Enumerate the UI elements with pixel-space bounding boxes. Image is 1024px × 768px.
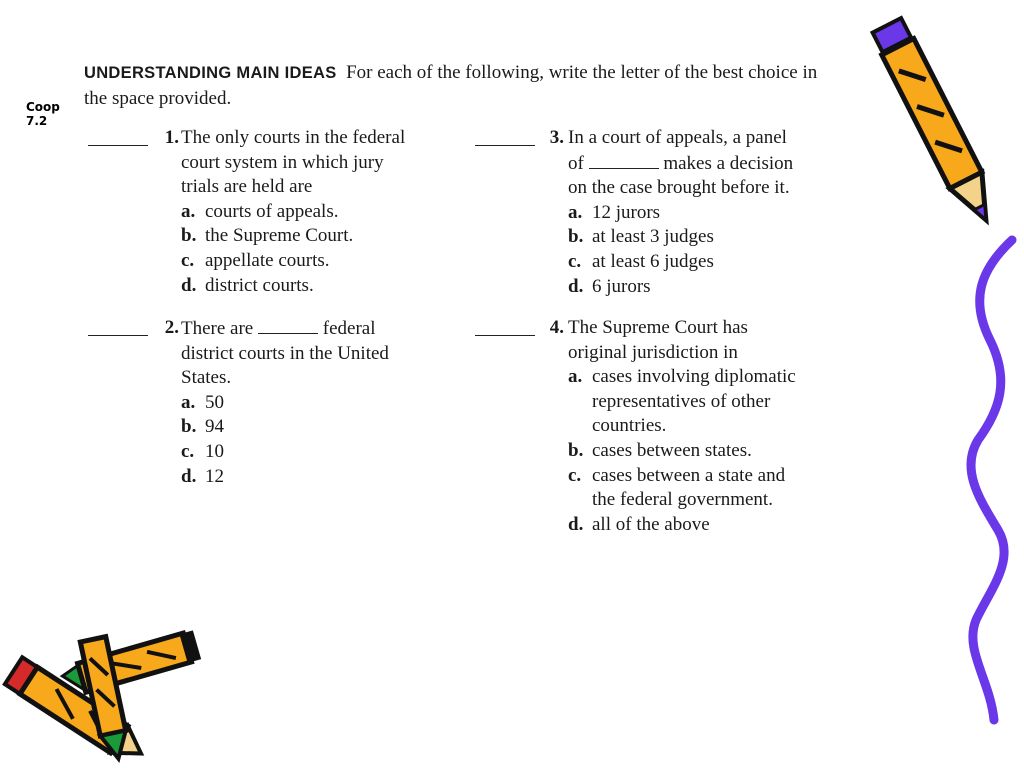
worksheet-heading: [84, 60, 824, 111]
answer-blank-4[interactable]: [475, 335, 535, 336]
answer-option-a: a. 50: [181, 391, 224, 413]
answer-option-b: b. the Supreme Court.: [181, 225, 354, 247]
heading-instructions: For each of the following, write the letter of the best choice in the space provided.: [84, 62, 818, 109]
fill-in-blank[interactable]: [589, 151, 659, 169]
slide-label: [26, 100, 60, 128]
answer-option-a: a. 12 jurors: [568, 201, 661, 223]
answer-option-b: b. at least 3 judges: [568, 226, 714, 248]
answer-option-d: d. 12: [181, 465, 224, 487]
question-stem-line: The only courts in the federal: [181, 127, 406, 148]
answer-blank-2[interactable]: [88, 335, 148, 336]
answer-option-d: d. 6 jurors: [568, 275, 651, 297]
question-number: 2.: [164, 317, 179, 338]
answer-option-a: a. courts of appeals.: [181, 200, 339, 222]
question-number: 3.: [549, 127, 564, 148]
answer-blank-3[interactable]: [475, 145, 535, 146]
question-stem-line: district courts in the United: [181, 342, 389, 364]
answer-option-c: c. at least 6 judges: [568, 250, 714, 272]
question-stem-line: The Supreme Court has: [568, 317, 748, 338]
answer-blank-1[interactable]: [88, 145, 148, 146]
crossed-pencils-icon: [0, 615, 210, 765]
answer-option-c: c. 10: [181, 440, 224, 462]
answer-option-b: b. cases between states.: [568, 439, 752, 461]
squiggle-border: [960, 230, 1024, 730]
answer-option-d: d. all of the above: [568, 513, 710, 535]
heading-title: UNDERSTANDING MAIN IDEAS: [84, 64, 337, 82]
slide-label-line-1: Coop: [26, 100, 60, 114]
answer-option-c: c. appellate courts.: [181, 249, 330, 271]
question-stem-line: of makes a decision: [568, 152, 794, 174]
question-stem-line: In a court of appeals, a panel: [568, 127, 787, 148]
slide-label-line-2: 7.2: [26, 114, 48, 128]
question-stem-line: original jurisdiction in: [568, 341, 738, 363]
answer-option-c: c. cases between a state and the federal government.: [568, 464, 786, 511]
question-number: 4.: [549, 317, 564, 338]
question-text: [568, 316, 796, 537]
question-text: [181, 316, 389, 489]
answer-option-a: a. cases involving diplomatic representatives of other countries.: [568, 366, 796, 437]
pencil-icon: [860, 0, 1010, 245]
question-text: [568, 126, 793, 299]
question-stem-line: trials are held are: [181, 176, 313, 198]
answer-option-b: b. 94: [181, 416, 224, 438]
question-stem-line: There are federal: [181, 318, 376, 339]
question-text: [181, 126, 405, 298]
question-number: 1.: [164, 127, 179, 148]
question-stem-line: on the case brought before it.: [568, 177, 790, 199]
question-stem-line: court system in which jury: [181, 151, 384, 173]
question-stem-line: States.: [181, 367, 232, 389]
fill-in-blank[interactable]: [258, 316, 318, 334]
answer-option-d: d. district courts.: [181, 274, 314, 296]
